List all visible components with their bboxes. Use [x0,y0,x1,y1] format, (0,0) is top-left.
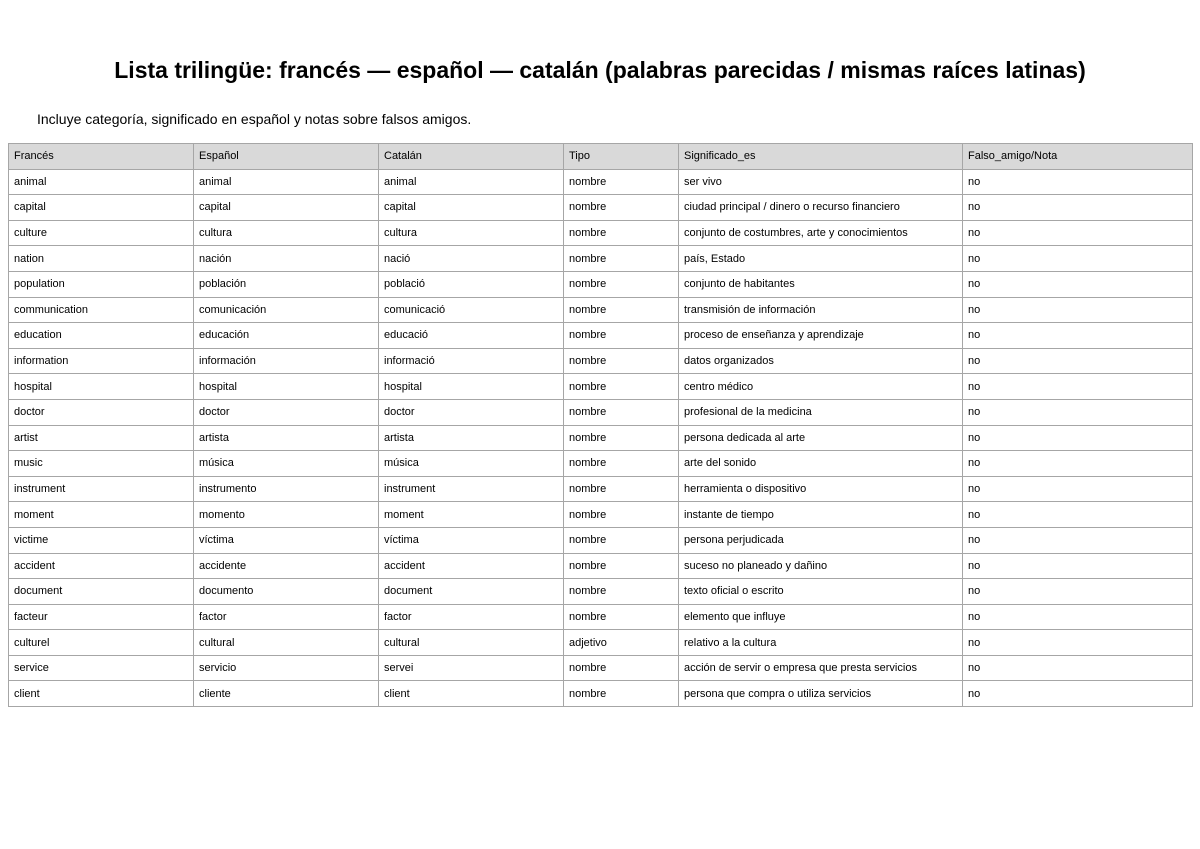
cell-espanol: accidente [194,553,379,579]
cell-espanol: factor [194,604,379,630]
table-header-row [9,144,1193,170]
cell-espanol: documento [194,579,379,605]
cell-falso-amigo: no [963,323,1193,349]
cell-catalan: cultura [379,220,564,246]
cell-falso-amigo: no [963,271,1193,297]
cell-tipo: nombre [564,374,679,400]
cell-falso-amigo: no [963,502,1193,528]
page-title: Lista trilingüe: francés — español — catalán (palabras parecidas / mismas raíces latinas) [114,57,1086,83]
cell-catalan: capital [379,195,564,221]
cell-espanol: educación [194,323,379,349]
cell-falso-amigo: no [963,374,1193,400]
table-row [9,604,1193,630]
cell-espanol: artista [194,425,379,451]
cell-frances: document [9,579,194,605]
cell-frances: moment [9,502,194,528]
cell-tipo: nombre [564,220,679,246]
cell-catalan: factor [379,604,564,630]
cell-significado: texto oficial o escrito [679,579,963,605]
cell-frances: education [9,323,194,349]
table-row [9,169,1193,195]
cell-falso-amigo: no [963,630,1193,656]
cell-espanol: información [194,348,379,374]
cell-significado: profesional de la medicina [679,399,963,425]
cell-frances: information [9,348,194,374]
cell-significado: suceso no planeado y dañino [679,553,963,579]
cell-catalan: població [379,271,564,297]
table-row [9,425,1193,451]
cell-espanol: nación [194,246,379,272]
cell-espanol: música [194,451,379,477]
cell-tipo: nombre [564,681,679,707]
table-row [9,502,1193,528]
cell-significado: elemento que influye [679,604,963,630]
cell-frances: artist [9,425,194,451]
cell-frances: animal [9,169,194,195]
cell-frances: communication [9,297,194,323]
cell-tipo: nombre [564,527,679,553]
table-row [9,579,1193,605]
cell-catalan: hospital [379,374,564,400]
cell-significado: transmisión de información [679,297,963,323]
cell-tipo: nombre [564,246,679,272]
cell-catalan: document [379,579,564,605]
cell-tipo: nombre [564,195,679,221]
table-row [9,323,1193,349]
cell-falso-amigo: no [963,451,1193,477]
cell-catalan: moment [379,502,564,528]
cell-espanol: momento [194,502,379,528]
table-row [9,220,1193,246]
cell-falso-amigo: no [963,553,1193,579]
cell-frances: accident [9,553,194,579]
cell-significado: persona perjudicada [679,527,963,553]
cell-tipo: nombre [564,297,679,323]
column-header-falso-amigo: Falso_amigo/Nota [963,144,1193,170]
table-row [9,553,1193,579]
cell-tipo: nombre [564,579,679,605]
cell-espanol: población [194,271,379,297]
cell-frances: culture [9,220,194,246]
cell-falso-amigo: no [963,425,1193,451]
cell-espanol: cultural [194,630,379,656]
cell-falso-amigo: no [963,297,1193,323]
cell-frances: culturel [9,630,194,656]
cell-significado: relativo a la cultura [679,630,963,656]
cell-significado: proceso de enseñanza y aprendizaje [679,323,963,349]
table-row [9,348,1193,374]
cell-falso-amigo: no [963,348,1193,374]
table-row [9,451,1193,477]
cell-falso-amigo: no [963,169,1193,195]
cell-falso-amigo: no [963,604,1193,630]
cell-significado: herramienta o dispositivo [679,476,963,502]
cell-frances: capital [9,195,194,221]
cell-tipo: nombre [564,604,679,630]
vocabulary-table [8,143,1193,707]
cell-espanol: cliente [194,681,379,707]
cell-espanol: víctima [194,527,379,553]
cell-significado: país, Estado [679,246,963,272]
table-row [9,630,1193,656]
cell-falso-amigo: no [963,527,1193,553]
cell-significado: ser vivo [679,169,963,195]
cell-catalan: cultural [379,630,564,656]
cell-tipo: nombre [564,425,679,451]
cell-significado: arte del sonido [679,451,963,477]
cell-significado: centro médico [679,374,963,400]
table-row [9,655,1193,681]
cell-tipo: nombre [564,451,679,477]
cell-significado: acción de servir o empresa que presta servicios [679,655,963,681]
cell-falso-amigo: no [963,399,1193,425]
cell-falso-amigo: no [963,246,1193,272]
cell-tipo: nombre [564,553,679,579]
cell-significado: datos organizados [679,348,963,374]
table-row [9,476,1193,502]
cell-tipo: nombre [564,476,679,502]
cell-espanol: capital [194,195,379,221]
cell-frances: hospital [9,374,194,400]
cell-tipo: nombre [564,271,679,297]
cell-catalan: client [379,681,564,707]
table-row [9,297,1193,323]
cell-tipo: adjetivo [564,630,679,656]
table-row [9,527,1193,553]
cell-espanol: animal [194,169,379,195]
cell-catalan: instrument [379,476,564,502]
cell-frances: victime [9,527,194,553]
table-row [9,195,1193,221]
page-subtitle: Incluye categoría, significado en español y notas sobre falsos amigos. [37,111,472,127]
cell-catalan: educació [379,323,564,349]
table-body [9,169,1193,706]
cell-frances: music [9,451,194,477]
cell-frances: facteur [9,604,194,630]
table-row [9,246,1193,272]
cell-significado: conjunto de habitantes [679,271,963,297]
column-header-significado: Significado_es [679,144,963,170]
cell-significado: ciudad principal / dinero o recurso financiero [679,195,963,221]
cell-catalan: informació [379,348,564,374]
cell-tipo: nombre [564,169,679,195]
column-header-tipo: Tipo [564,144,679,170]
column-header-catalan: Catalán [379,144,564,170]
cell-catalan: servei [379,655,564,681]
table-row [9,374,1193,400]
cell-catalan: música [379,451,564,477]
table-row [9,399,1193,425]
cell-tipo: nombre [564,655,679,681]
cell-espanol: comunicación [194,297,379,323]
cell-tipo: nombre [564,323,679,349]
cell-significado: persona dedicada al arte [679,425,963,451]
cell-frances: service [9,655,194,681]
cell-falso-amigo: no [963,476,1193,502]
cell-significado: conjunto de costumbres, arte y conocimientos [679,220,963,246]
cell-espanol: doctor [194,399,379,425]
cell-espanol: servicio [194,655,379,681]
cell-catalan: víctima [379,527,564,553]
cell-frances: doctor [9,399,194,425]
cell-significado: persona que compra o utiliza servicios [679,681,963,707]
cell-espanol: hospital [194,374,379,400]
cell-falso-amigo: no [963,655,1193,681]
cell-tipo: nombre [564,399,679,425]
cell-tipo: nombre [564,502,679,528]
table-row [9,271,1193,297]
column-header-frances: Francés [9,144,194,170]
cell-espanol: instrumento [194,476,379,502]
cell-frances: instrument [9,476,194,502]
cell-falso-amigo: no [963,681,1193,707]
cell-catalan: animal [379,169,564,195]
cell-frances: population [9,271,194,297]
cell-catalan: comunicació [379,297,564,323]
table-row [9,681,1193,707]
cell-catalan: doctor [379,399,564,425]
cell-falso-amigo: no [963,220,1193,246]
cell-falso-amigo: no [963,579,1193,605]
cell-espanol: cultura [194,220,379,246]
cell-significado: instante de tiempo [679,502,963,528]
cell-catalan: artista [379,425,564,451]
cell-catalan: accident [379,553,564,579]
cell-catalan: nació [379,246,564,272]
cell-tipo: nombre [564,348,679,374]
cell-frances: client [9,681,194,707]
cell-frances: nation [9,246,194,272]
cell-falso-amigo: no [963,195,1193,221]
column-header-espanol: Español [194,144,379,170]
